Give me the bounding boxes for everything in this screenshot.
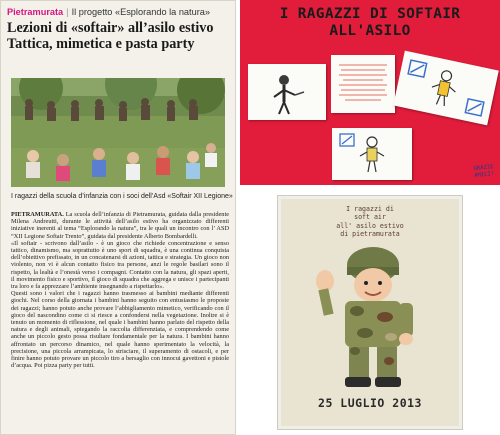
section-separator: | bbox=[66, 7, 69, 17]
poster-thanks-note bbox=[473, 164, 494, 180]
poster-drawing-soldier bbox=[248, 64, 326, 120]
children-outdoor-photo bbox=[11, 78, 225, 187]
soldier-illustration bbox=[303, 243, 439, 393]
handwritten-note-drawing bbox=[331, 55, 395, 113]
body-paragraph-1: La scuola dell’infanzia di Pietramurata, guidata dalla presidente Milena Andreutti, durante le attività dell’asilo estivo ha organizzato differenti iniziative inerenti al tema “Esplorando la natura”, tra le quali un incontro con l’ ASD “XII Legione Softair Trento”, guidata dal presidente Alberto Bombardelli. bbox=[11, 211, 229, 240]
article-headline bbox=[7, 21, 231, 52]
article-photo bbox=[11, 78, 225, 187]
poster-drawing-kids bbox=[393, 51, 499, 126]
boy-drawing bbox=[332, 128, 412, 180]
photo-caption: I ragazzi della scuola d’infanzia con i soci dell’Asd «Softair XII Legione» bbox=[11, 193, 233, 200]
stick-figure-drawing bbox=[248, 64, 326, 120]
poster-note-card bbox=[331, 55, 395, 113]
thanks-line-2: AMICI! bbox=[474, 170, 495, 180]
red-poster bbox=[240, 0, 500, 185]
section-town: Pietramurata bbox=[7, 7, 64, 17]
section-header bbox=[7, 5, 231, 19]
body-dateline: PIETRAMURATA. bbox=[11, 211, 64, 218]
kids-drawing bbox=[393, 51, 499, 126]
section-subtitle: Il progetto «Esplorando la natura» bbox=[71, 7, 210, 17]
poster-drawing-boy bbox=[332, 128, 412, 180]
drawing-line-4: di pietramurata bbox=[340, 230, 400, 239]
article-body bbox=[11, 211, 229, 433]
newspaper-clipping bbox=[0, 0, 236, 435]
poster-title-line-2: ALL'ASILO bbox=[329, 23, 411, 39]
headline-line-2: Tattica, mimetica e pasta party bbox=[7, 35, 195, 52]
drawing-heading bbox=[281, 205, 459, 239]
headline-line-1: Lezioni di «softair» all’asilo estivo bbox=[7, 20, 214, 36]
drawing-line-3: all' asilo estivo bbox=[336, 221, 404, 230]
body-paragraph-3: Questi sono i valori che i ragazzi hanno trasmesso ai bambini mediante differenti giochi. Nel corso della giornata i bambini hanno seguito con entusiasmo le proposte dei ragazzi; hanno potuto anche provare l’abbigliamento mimetico, verificando con il gioco del nascondino come ci si riesce a confondersi nella vegetazione. Inoltre si è tenuto un momento di riflessione, nel quale i bambini hanno parlato del rispetto della natura e degli animali, spiegando la raccolta differenziata, e comprendendo come anche un piccolo gesto possa risultare fondamentale per la natura. I bambini hanno affrontato un percorso dinamico, nel quale hanno sperimentato la velocità, la precisione, una piccola arrampicata, lo strisciare, il superamento di ostacoli, e per finire hanno potuto provare un piccolo tiro a bersaglio con innocui gavettoni e pistole d’acqua. Poi pizza party per tutti. bbox=[11, 290, 229, 370]
child-drawing bbox=[278, 196, 462, 429]
body-paragraph-2: «Il softair - scrivono dall’asilo - è un gioco che richiede concentrazione e senso tattico, dinamismo, ma soprattutto è uno sport di squadra, è una continua conquista dell’obiettivo prefissato, in un concatenarsi di azioni, tattica e strategia. Un gioco non violento, non vi è alcun contatto fisico tra persone, anzi le regole basilari sono il rispetto, la lealtà e l’onestà verso i compagni. Contatto con la natura, gli spazi aperti, il movimento fisico e sportivo, il gioco di squadra che aggrega e unisce i partecipanti tra loro e fa apprezzare l’ambiente insegnando a rispettarlo». bbox=[11, 239, 229, 291]
thanks-line-1: GRAZIE bbox=[473, 163, 494, 173]
drawing-date: 25 LUGLIO 2013 bbox=[318, 396, 422, 410]
drawing-line-1: I ragazzi di bbox=[346, 205, 394, 213]
poster-title-line-1: I RAGAZZI DI SOFTAIR bbox=[279, 6, 461, 22]
drawing-line-2: soft air bbox=[354, 213, 386, 222]
poster-title bbox=[240, 6, 500, 40]
